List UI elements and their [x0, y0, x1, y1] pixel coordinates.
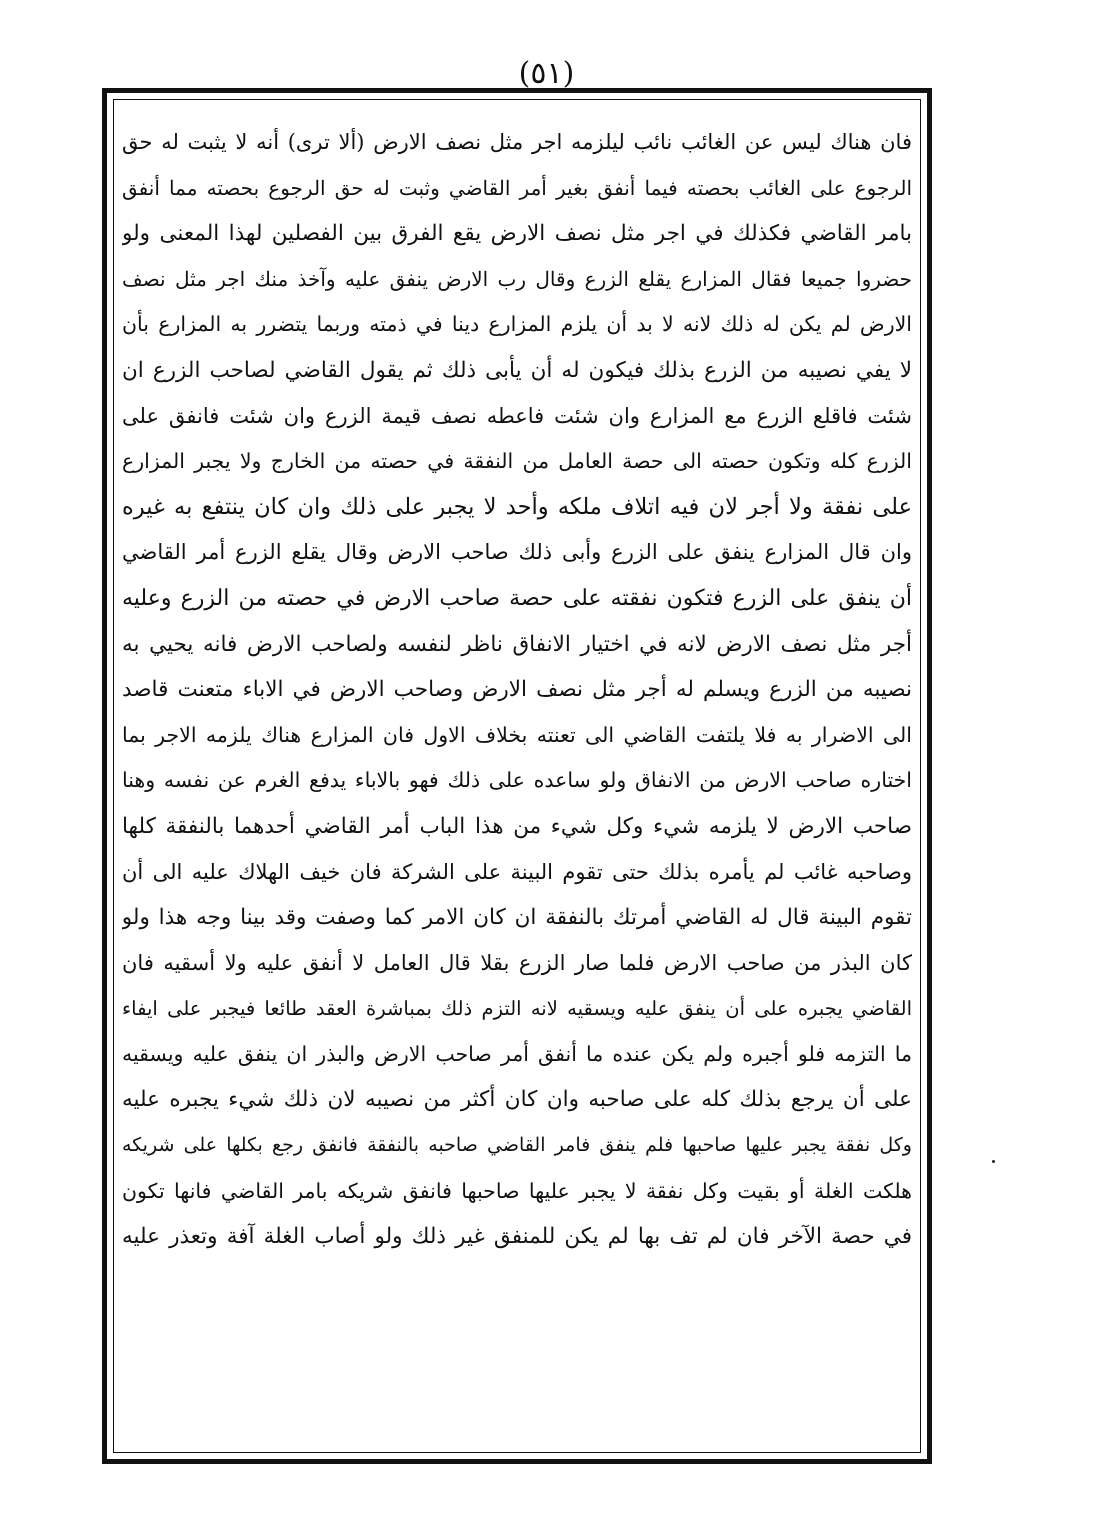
text-line: الارض لم يكن له ذلك لانه لا بد أن يلزم المزارع دينا في ذمته وربما يتضرر به المزارع بأن — [122, 312, 912, 337]
text-line: أن ينفق على الزرع فتكون نفقته على حصة صاحب الارض في حصته من الزرع وعليه — [122, 585, 912, 611]
text-line: الزرع كله وتكون حصته الى حصة العامل من النفقة في حصته من الخارج ولا يجبر المزارع — [122, 449, 912, 474]
page-number: (٥١) — [518, 56, 575, 91]
text-line: على نفقة ولا أجر لان فيه اتلاف ملكه وأحد لا يجبر على ذلك وان كان ينتفع به غيره — [122, 493, 912, 520]
text-line: ما التزمه فلو أجبره ولم يكن عنده ما أنفق أمر صاحب الارض والبذر ان ينفق عليه ويسقيه — [122, 1041, 912, 1066]
text-line: شئت فاقلع الزرع مع المزارع وان شئت فاعطه نصف قيمة الزرع وان شئت فانفق على — [122, 403, 912, 428]
text-line: فان هناك ليس عن الغائب نائب ليلزمه اجر مثل نصف الارض (ألا ترى) أنه لا يثبت له حق — [122, 130, 912, 154]
text-line: تقوم البينة قال له القاضي أمرتك بالنفقة ان كان الامر كما وصفت وقد بينا وجه هذا ولو — [122, 905, 912, 931]
text-line: على أن يرجع بذلك كله على صاحبه وان كان أكثر من نصيبه لان ذلك شيء يجبره عليه — [122, 1087, 912, 1113]
text-line: صاحب الارض لا يلزمه شيء وكل شيء من هذا الباب أمر القاضي أحدهما بالنفقة كلها — [122, 813, 912, 839]
text-line: حضروا جميعا فقال المزارع يقلع الزرع وقال رب الارض ينفق عليه وآخذ منك اجر مثل نصف — [122, 266, 912, 291]
text-line: أجر مثل نصف الارض لانه في اختيار الانفاق ناظر لنفسه ولصاحب الارض فانه يحيي به — [122, 631, 912, 657]
text-line: في حصة الآخر فان لم تف بها لم يكن للمنفق غير ذلك ولو أصاب الغلة آفة وتعذر عليه — [122, 1224, 912, 1250]
text-line: القاضي يجبره على أن ينفق عليه ويسقيه لانه التزم ذلك بمباشرة العقد طائعا فيجبر على ايفاء — [122, 997, 912, 1021]
text-line: الرجوع على الغائب بحصته فيما أنفق بغير أمر القاضي وثبت له حق الرجوع بحصته مما أنفق — [122, 175, 912, 200]
text-line: هلكت الغلة أو بقيت وكل نفقة لا يجبر عليها صاحبها فانفق شريكه بامر القاضي فانها تكون — [122, 1178, 912, 1203]
text-line: وصاحبه غائب لم يأمره بذلك حتى تقوم البينة على الشركة فان خيف الهلاك عليه الى أن — [122, 859, 912, 884]
text-line: اختاره صاحب الارض من الانفاق ولو ساعده على ذلك فهو بالاباء يدفع الغرم عن نفسه وهنا — [122, 768, 912, 793]
scan-speck — [992, 1160, 995, 1163]
text-line: الى الاضرار به فلا يلتفت القاضي الى تعنته بخلاف الاول فان المزارع هناك يلزمه الاجر بما — [122, 722, 912, 747]
text-line: بامر القاضي فكذلك في اجر مثل نصف الارض يقع الفرق بين الفصلين لهذا المعنى ولو — [122, 221, 912, 247]
body-text — [122, 120, 912, 1260]
text-line: نصيبه من الزرع ويسلم له أجر مثل نصف الارض وصاحب الارض في الاباء متعنت قاصد — [122, 677, 912, 703]
text-line: لا يفي نصيبه من الزرع بذلك فيكون له أن يأبى ذلك ثم يقول القاضي لصاحب الزرع ان — [122, 357, 912, 383]
text-line: كان البذر من صاحب الارض فلما صار الزرع بقلا قال العامل لا أنفق عليه ولا أسقيه فان — [122, 950, 912, 975]
text-line: وان قال المزارع ينفق على الزرع وأبى ذلك صاحب الارض وقال يقلع الزرع أمر القاضي — [122, 540, 912, 565]
text-line: وكل نفقة يجبر عليها صاحبها فلم ينفق فامر القاضي صاحبه بالنفقة فانفق رجع بكلها على شريكه — [122, 1134, 912, 1157]
